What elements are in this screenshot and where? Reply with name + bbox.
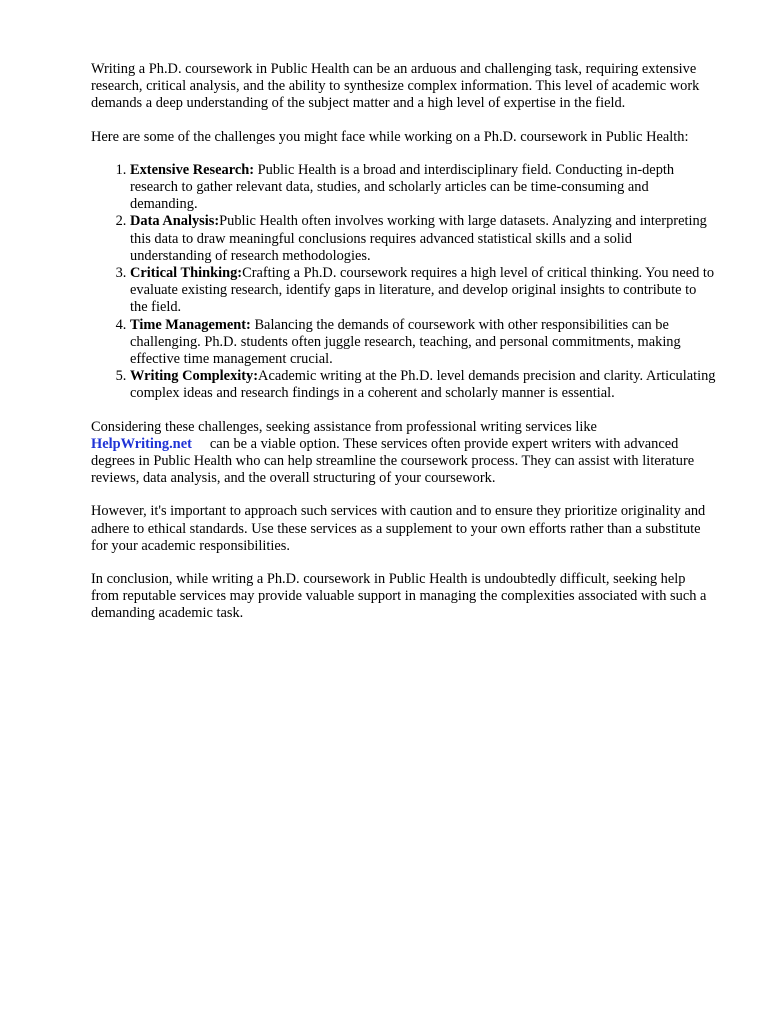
challenge-term: Data Analysis: bbox=[130, 213, 220, 230]
challenge-term: Time Management: bbox=[130, 316, 251, 333]
list-item bbox=[130, 162, 716, 214]
assistance-text-before: Considering these challenges, seeking assistance from professional writing services like bbox=[91, 418, 597, 435]
list-item bbox=[130, 368, 716, 402]
list-item bbox=[130, 265, 716, 317]
challenges-lead-paragraph: Here are some of the challenges you might face while working on a Ph.D. coursework in Public Health: bbox=[91, 128, 689, 145]
intro-paragraph: Writing a Ph.D. coursework in Public Health can be an arduous and challenging task, requiring extensive research, critical analysis, and the ability to synthesize complex information. This level of academic work demands a deep understanding of the subject matter and a high level of expertise in the field. bbox=[91, 61, 700, 112]
challenge-term: Writing Complexity: bbox=[130, 368, 259, 385]
challenge-term: Critical Thinking: bbox=[130, 265, 243, 282]
challenge-text: Public Health is a broad and interdisciplinary field. Conducting in-depth research to gather relevant data, studies, and scholarly articles can be time-consuming and demanding. bbox=[130, 161, 675, 213]
conclusion-paragraph: In conclusion, while writing a Ph.D. coursework in Public Health is undoubtedly difficult, seeking help from reputable services may provide valuable support in managing the complexities associated with such a demanding academic task. bbox=[91, 571, 707, 622]
challenge-text: Academic writing at the Ph.D. level demands precision and clarity. Articulating complex ideas and research findings in a coherent and scholarly manner is essential. bbox=[130, 368, 716, 402]
document-page bbox=[91, 61, 716, 639]
challenge-text: Crafting a Ph.D. coursework requires a high level of critical thinking. You need to evaluate existing research, identify gaps in literature, and develop original insights to contribute to the field. bbox=[130, 265, 715, 316]
challenge-term: Extensive Research: bbox=[130, 161, 255, 178]
list-item bbox=[130, 213, 716, 265]
assistance-paragraph bbox=[91, 419, 716, 488]
challenges-list bbox=[91, 162, 716, 403]
assistance-text-after: can be a viable option. These services often provide expert writers with advanced degrees in Public Health who can help streamline the coursework process. They can assist with literature reviews, data analysis, and the overall structuring of your coursework. bbox=[91, 435, 695, 487]
challenge-text: Public Health often involves working with large datasets. Analyzing and interpreting this data to draw meaningful conclusions requires advanced statistical skills and a solid understanding of research methodologies. bbox=[130, 213, 707, 264]
helpwriting-link[interactable]: HelpWriting.net bbox=[91, 435, 192, 452]
challenge-text: Balancing the demands of coursework with other responsibilities can be challenging. Ph.D. students often juggle research, teaching, and personal commitments, making effective time management crucial. bbox=[130, 316, 681, 368]
caution-paragraph: However, it's important to approach such services with caution and to ensure they prioritize originality and adhere to ethical standards. Use these services as a supplement to your own efforts rather than a substitute for your academic responsibilities. bbox=[91, 503, 706, 554]
list-item bbox=[130, 317, 716, 369]
